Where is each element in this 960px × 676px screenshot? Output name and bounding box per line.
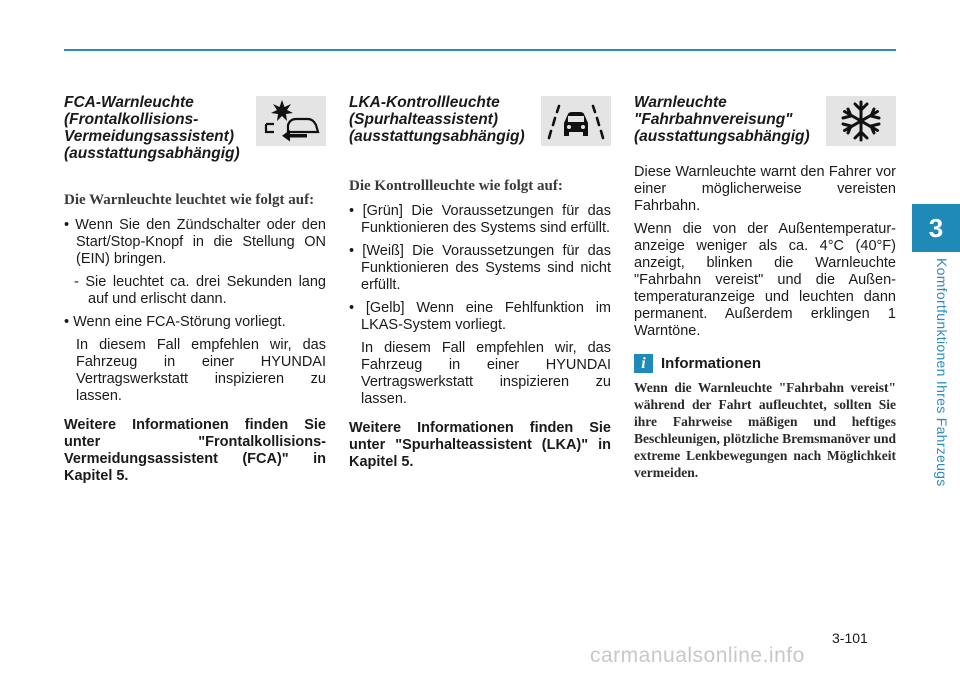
watermark: carmanualsonline.info bbox=[590, 644, 805, 667]
column-fca bbox=[64, 94, 326, 491]
chapter-tab bbox=[912, 204, 960, 252]
snowflake-icon bbox=[826, 96, 896, 146]
info-title: Informationen bbox=[661, 355, 761, 372]
header-rule bbox=[64, 49, 896, 51]
chapter-number: 3 bbox=[928, 212, 944, 243]
fca-warning-icon bbox=[256, 96, 326, 146]
bullet-item: • [Grün] Die Voraussetzungen für das Funktionieren des Systems sind erfüllt. bbox=[349, 203, 611, 236]
section-subtitle: Die Kontrollleuchte wie folgt auf: bbox=[349, 178, 563, 194]
column-lka bbox=[349, 94, 611, 477]
bullet-item: • [Gelb] Wenn eine Fehlfunktion im LKAS-System vorliegt. bbox=[349, 300, 611, 333]
paragraph: In diesem Fall empfehlen wir, das Fahrzeug in einer HYUNDAI Vertragswerkstatt inspizieren zu lassen. bbox=[76, 337, 326, 404]
column-ice bbox=[634, 94, 896, 481]
section-header bbox=[64, 94, 326, 166]
paragraph: Diese Warnleuchte warnt den Fahrer vor einer möglicherweise vereisten Fahrbahn. bbox=[634, 164, 896, 214]
section-title: Warnleuchte "Fahrbahnvereisung" (ausstattungsabhängig) bbox=[634, 94, 810, 145]
bullet-item: • Wenn Sie den Zündschalter oder den Start/Stop-Knopf in die Stellung ON (EIN) bringen. bbox=[64, 217, 326, 267]
reference-note: Weitere Informationen finden Sie unter "Spurhalteassistent (LKA)" in Kapitel 5. bbox=[349, 420, 611, 470]
section-header bbox=[349, 94, 611, 166]
page-number: 3-101 bbox=[832, 630, 868, 646]
bullet-item: • Wenn eine FCA-Störung vorliegt. bbox=[64, 314, 286, 330]
dash-item: - Sie leuchtet ca. drei Sekunden lang auf und erlischt dann. bbox=[74, 274, 326, 307]
section-title: LKA-Kontrollleuchte (Spurhalteassistent) (ausstattungsabhängig) bbox=[349, 94, 525, 145]
section-header bbox=[634, 94, 896, 166]
reference-note: Weitere Informationen finden Sie unter "Frontalkollisions-Vermeidungsassistent (FCA)" in Kapitel 5. bbox=[64, 417, 326, 484]
paragraph: In diesem Fall empfehlen wir, das Fahrzeug in einer HYUNDAI Vertragswerkstatt inspizieren zu lassen. bbox=[361, 340, 611, 407]
info-text: Wenn die Warnleuchte "Fahrbahn vereist" während der Fahrt aufleuchtet, sollten Sie ihre Fahrweise mäßigen und heftiges Beschleunigen, plötzliche Bremsmanöver und extreme Lenkbewegungen nach Möglichkeit vermeiden. bbox=[634, 380, 897, 480]
section-subtitle: Die Warnleuchte leuchtet wie folgt auf: bbox=[64, 192, 315, 208]
info-heading bbox=[634, 354, 896, 373]
section-title: FCA-Warnleuchte (Frontalkollisions-Vermeidungsassistent) (ausstattungsabhängig) bbox=[64, 94, 240, 162]
paragraph: Wenn die von der Außentemperatur-anzeige weniger als ca. 4°C (40°F) anzeigt, blinken die Warnleuchte "Fahrbahn vereist" und die Außen-temperaturanzeige und leuchten dann permanent. Außerdem erklingen 1 Warntöne. bbox=[634, 221, 896, 339]
bullet-item: • [Weiß] Die Voraussetzungen für das Funktionieren des Systems sind nicht erfüllt. bbox=[349, 243, 611, 293]
info-icon: i bbox=[634, 354, 653, 373]
chapter-title: Komfortfunktionen Ihres Fahrzeugs bbox=[934, 258, 950, 487]
lka-indicator-icon bbox=[541, 96, 611, 146]
